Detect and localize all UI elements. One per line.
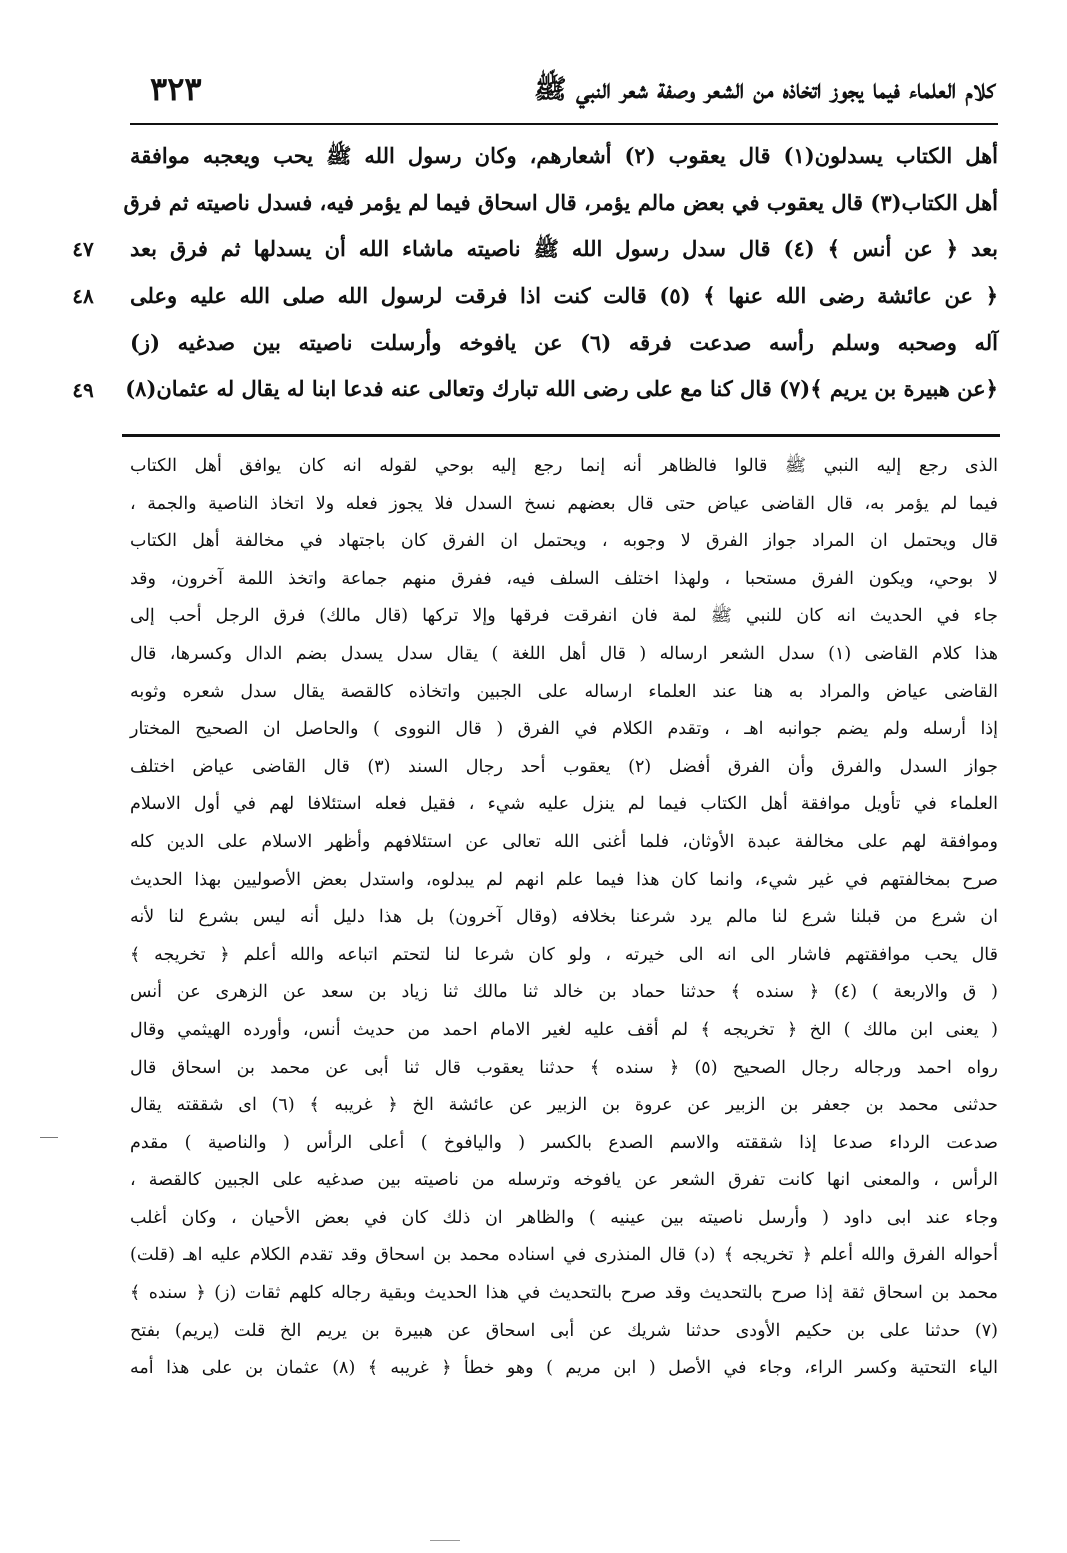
footnote-line: الرأس ، والمعنى انها كانت تفرق الشعر عن يافوخه وترسله من ناصيته بين صدغيه على الجبين كالقصة ، [130,1170,998,1191]
running-title: كلام العلماء فيما يجوز اتخاذه من الشعر وصفة شعر النبي ﷺ [533,74,995,105]
text-line: بعد ﴿ عن أنس ﴾ (٤) قال سدل رسول الله ﷺ ناصيته ماشاء الله أن يسدلها ثم فرق بعد [130,236,998,262]
text-line: آله وصحبه وسلم رأسه صدعت فرقه (٦) عن يافوخه وأرسلت ناصيته بين صدغيه (ز) [130,329,999,355]
footnote-line: ( يعنى ابن مالك ) الخ ﴿ تخريجه ﴾ لم أقف عليه لغير الامام احمد من حديث أنس، وأورده الهيثمي وقال [130,1019,998,1040]
footnote-line: قال ويحتمل ان المراد جواز الفرق لا وجوبه ، ويحتمل ان الفرق كان باجتهاد في مخالفة أهل الكتاب [130,531,998,552]
scan-mark [430,1540,460,1541]
hadith-number: ٤٧ [72,237,94,262]
footnote-line: قال يحب موافقتهم فاشار الى انه الى خيرته ، ولو كان شرعا لنا لتحتم اتباعه والله أعلم ﴿ تخريجه ﴾ [130,944,998,965]
footnote-line: أحواله الفرق والله أعلم ﴿ تخريجه ﴾ (د) قال المنذرى في اسناده محمد بن اسحاق وقد تقدم الكلام عليه اهـ (قلت) [130,1245,998,1266]
footnotes [130,448,998,1388]
footnote-line: حدثنى محمد بن جعفر بن الزبير عن عروة بن الزبير عن عائشة الخ ﴿ غريبه ﴾ (٦) اى شققته يقال [130,1095,998,1116]
footnote-line: إذا أرسله ولم يضم جوانبه اهـ ، وتقدم الكلام في الفرق ( قال النووى ) والحاصل ان الصحيح المختار [130,719,998,740]
footnote-line: (٧) حدثنا على بن حكيم الأودى حدثنا شريك عن أبى اسحاق عن هبيرة بن يريم الخ قلت (يريم) بفتح [130,1320,998,1341]
main-text [123,133,999,413]
footnote-separator [122,434,1000,437]
footnote-line: الياء التحتية وكسر الراء، وجاء في الأصل ( ابن مريم ) وهو خطأ ﴿ غريبه ﴾ (٨) عثمان بن على هذا أمه [130,1358,998,1379]
footnote-line: رواه احمد ورجاله رجال الصحيح (٥) ﴿ سنده ﴾ حدثنا يعقوب قال ثنا أبى عن محمد بن اسحاق قال [130,1057,999,1078]
footnote-line: محمد بن اسحاق ثقة إذا صرح بالتحديث وقد صرح بالتحديث في هذا الحديث وبقية رجاله كلهم ثقات (ز) ﴿ سنده ﴾ [130,1283,998,1304]
footnote-line: القاضى عياض والمراد به هنا عند العلماء ارساله على الجبين واتخاذه كالقصة يقال سدل شعره وثوبه [130,681,998,702]
hadith-number: ٤٩ [72,377,94,402]
page-number: ٣٢٣ [150,70,202,108]
footnote-line: ان شرع من قبلنا شرع لنا مالم يرد شرعنا بخلافه (وقال آخرون) بل هذا دليل أنه ليس بشرع لنا لأنه [130,907,998,928]
footnote-line: صرح بمخالفتهم في غير شيء، وانما كان هذا فيما علم انهم لم يبدلوه، واستدل بعض الأصوليين بهذا الحديث [130,869,998,890]
text-line: أهل الكتاب يسدلون(١) قال يعقوب (٢) أشعارهم، وكان رسول الله ﷺ يحب ويعجبه موافقة [130,143,999,168]
hadith-number: ٤٨ [72,284,94,309]
footnote-line: وجاء عند ابى داود ( وأرسل ناصيته بين عينيه ) والظاهر ان ذلك كان في بعض الأحيان ، وكان أغلب [130,1207,998,1228]
scan-mark [40,1137,58,1138]
footnote-line: فيما لم يؤمر به، قال القاضى عياض حتى قال بعضهم نسخ السدل فلا يجوز فعله ولا اتخاذ الناصية والجمة ، [130,493,998,514]
footnote-line: الذى رجع إليه النبي ﷺ قالوا فالظاهر أنه إنما رجع إليه بوحي لقوله انه كان يوافق أهل الكتاب [130,456,998,476]
footnote-line: ( ق والاربعة ) (٤) ﴿ سنده ﴾ حدثنا حماد بن خالد ثنا مالك ثنا زياد بن سعد عن الزهرى عن أنس [130,982,998,1003]
footnote-line: هذا كلام القاضى (١) سدل الشعر ارساله ( قال أهل اللغة ) يقال سدل يسدل بضم الدال وكسرها، قال [130,643,998,664]
text-line: ﴿ عن عائشة رضى الله عنها ﴾ (٥) قالت كنت اذا فرقت لرسول الله صلى الله عليه وعلى [130,283,998,309]
footnote-line: العلماء في تأويل موافقة أهل الكتاب فيما لم ينزل عليه شيء ، فقيل فعله استئلافا لهم في أول الاسلام [130,794,998,815]
footnote-line: لا بوحي، ويكون الفرق مستحبا ، ولهذا اختلف السلف فيه، ففرق منهم جماعة واتخذ اللمة آخرون، وقد [130,568,998,589]
footnote-line: صدعت الرداء صدعا إذا شققته والاسم الصدع بالكسر ( واليافوخ ) أعلى الرأس ( والناصية ) مقدم [130,1132,998,1153]
text-line: أهل الكتاب(٣) قال يعقوب في بعض مالم يؤمر، قال اسحاق فيما لم يؤمر فيه، فسدل ناصيته ثم فرق [123,189,998,215]
footnote-line: جاء في الحديث انه كان للنبي ﷺ لمة فان انفرقت فرقها وإلا تركها (قال مالك) فرق الرجل أحب إلى [130,606,998,627]
footnote-line: جواز السدل والفرق وأن الفرق أفضل (٢) يعقوب أحد رجال السند (٣) قال القاضى عياض اختلف [130,756,998,777]
header-rule [130,123,998,125]
text-line: ﴿عن هبيرة بن يريم ﴾(٧) قال كنا مع على رضى الله تبارك وتعالى عنه فدعا ابنا له يقال له عثمان(٨) [125,376,998,402]
running-header [130,66,995,116]
footnote-line: وموافقة لهم على مخالفة عبدة الأوثان، فلما أغنى الله تعالى عن استئلافهم وأظهر الاسلام على الدين كله [130,831,998,852]
